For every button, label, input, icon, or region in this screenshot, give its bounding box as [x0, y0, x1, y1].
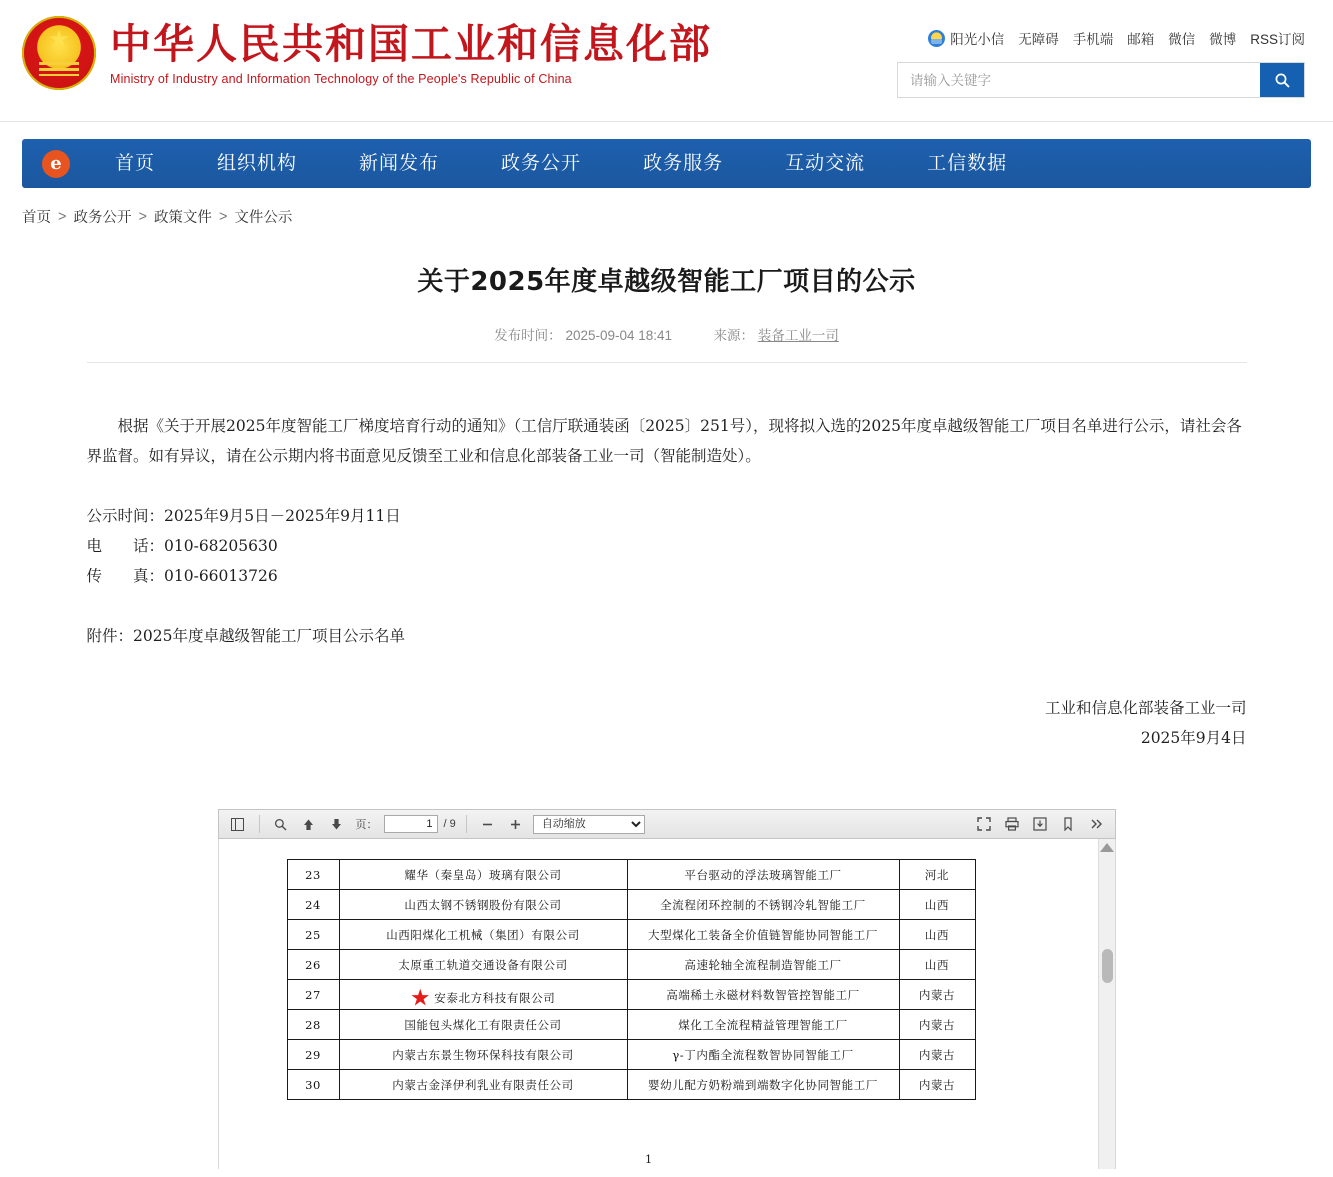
previous-page-icon[interactable]	[298, 813, 320, 835]
search-icon	[1274, 72, 1291, 89]
cell-project: 高端稀土永磁材料数智管控智能工厂	[627, 980, 899, 1010]
printer-icon[interactable]	[1001, 813, 1023, 835]
cell-location: 内蒙古	[899, 1070, 975, 1100]
download-icon[interactable]	[1029, 813, 1051, 835]
more-tools-icon[interactable]	[1085, 813, 1107, 835]
pdf-page-footer-number: 1	[644, 1152, 653, 1166]
cell-location: 山西	[899, 890, 975, 920]
contact-fax: 传 真：010-66013726	[86, 567, 278, 585]
find-search-icon[interactable]	[270, 813, 292, 835]
cell-number: 26	[287, 950, 339, 980]
table-row	[287, 1040, 975, 1070]
breadcrumb-item-home[interactable]: 首页	[22, 210, 51, 226]
pdf-page-stage[interactable]	[218, 839, 1116, 1169]
cell-project: 高速轮轴全流程制造智能工厂	[627, 950, 899, 980]
cell-number: 23	[287, 860, 339, 890]
signer-name: 工业和信息化部装备工业一司	[1044, 699, 1247, 717]
site-header	[0, 0, 1333, 122]
cell-company	[339, 980, 627, 1010]
utility-link-accessibility[interactable]: 无障碍	[1018, 32, 1059, 47]
breadcrumb-separator: >	[138, 208, 147, 225]
table-row	[287, 860, 975, 890]
article	[87, 227, 1247, 753]
contact-telephone: 电 话：010-68205630	[86, 537, 278, 555]
table-row	[287, 1070, 975, 1100]
search-bar	[897, 62, 1305, 98]
nav-item-organization[interactable]: 组织机构	[217, 153, 298, 174]
table-row	[287, 1010, 975, 1040]
sidebar-toggle-icon[interactable]	[227, 813, 249, 835]
article-notice-block	[87, 501, 1247, 591]
nav-item-interaction[interactable]: 互动交流	[785, 153, 866, 174]
notice-period: 公示时间：2025年9月5日－2025年9月11日	[86, 507, 401, 525]
fullscreen-icon[interactable]	[973, 813, 995, 835]
nav-item-services[interactable]: 政务服务	[643, 153, 724, 174]
search-input[interactable]	[898, 63, 1260, 97]
cell-number: 28	[287, 1010, 339, 1040]
page-total-label: / 9	[443, 818, 456, 830]
sunshine-icon	[928, 30, 945, 47]
bookmark-icon[interactable]	[1057, 813, 1079, 835]
cell-company: 山西阳煤化工机械（集团）有限公司	[339, 920, 627, 950]
cell-company: 山西太钢不锈钢股份有限公司	[339, 890, 627, 920]
cell-project: γ-丁内酯全流程数智协同智能工厂	[627, 1040, 899, 1070]
zoom-in-button[interactable]	[505, 813, 527, 835]
publish-time-value: 2025-09-04 18:41	[565, 328, 673, 343]
signer-date: 2025年9月4日	[1140, 729, 1247, 747]
utility-link-mobile[interactable]: 手机端	[1072, 32, 1114, 47]
nav-item-home[interactable]: 首页	[115, 153, 156, 174]
cell-company-label: 安泰北方科技有限公司	[434, 991, 556, 1005]
cell-location: 河北	[899, 860, 975, 890]
mii-logo-icon[interactable]	[28, 139, 84, 188]
page-title: 关于2025年度卓越级智能工厂项目的公示	[417, 267, 916, 297]
utility-link-mail[interactable]: 邮箱	[1127, 32, 1155, 47]
site-title-en: Ministry of Industry and Information Technology of the People's Republic of China	[110, 72, 572, 87]
pdf-document-table	[287, 859, 976, 1100]
nav-item-news[interactable]: 新闻发布	[359, 153, 440, 174]
cell-number: 24	[287, 890, 339, 920]
table-row	[287, 920, 975, 950]
cell-location: 内蒙古	[899, 1010, 975, 1040]
table-row	[287, 950, 975, 980]
source-value: 装备工业一司	[757, 328, 839, 343]
pdf-page-1	[219, 839, 1079, 1169]
cell-number: 29	[287, 1040, 339, 1070]
zoom-out-button[interactable]	[477, 813, 499, 835]
breadcrumb-separator: >	[218, 208, 228, 225]
article-paragraph-1: 根据《关于开展2025年度智能工厂梯度培育行动的通知》（工信厅联通装函〔2025〕251号），现将拟入选的2025年度卓越级智能工厂项目名单进行公示，请社会各界监督。如有异议，请在公示期内将书面意见反馈至工业和信息化部装备工业一司（智能制造处）。	[86, 417, 1242, 465]
cell-number: 25	[287, 920, 339, 950]
nav-item-data[interactable]: 工信数据	[927, 153, 1008, 174]
breadcrumb-item-document-notice[interactable]: 文件公示	[234, 210, 293, 226]
site-title-cn: 中华人民共和国工业和信息化部	[110, 19, 712, 68]
search-button[interactable]	[1260, 63, 1304, 97]
article-body	[87, 411, 1247, 753]
breadcrumb-separator: >	[58, 208, 67, 225]
cell-company: 国能包头煤化工有限责任公司	[339, 1010, 627, 1040]
next-page-icon[interactable]	[326, 813, 348, 835]
pdf-viewer	[218, 809, 1116, 1169]
cell-project: 煤化工全流程精益管理智能工厂	[627, 1010, 899, 1040]
scroll-up-arrow-icon[interactable]	[1100, 843, 1114, 852]
publish-time-label: 发布时间：	[494, 328, 562, 343]
cell-number: 27	[287, 980, 339, 1010]
cell-location: 内蒙古	[899, 1040, 975, 1070]
cell-company: 内蒙古金泽伊利乳业有限责任公司	[339, 1070, 627, 1100]
cell-project: 婴幼儿配方奶粉端到端数字化协同智能工厂	[627, 1070, 899, 1100]
table-row	[287, 890, 975, 920]
page-number-input[interactable]	[384, 815, 438, 833]
pdf-scrollbar[interactable]	[1098, 839, 1115, 1169]
utility-link-label[interactable]: 阳光小信	[950, 32, 1005, 47]
utility-link-weibo[interactable]: 微博	[1209, 32, 1237, 47]
breadcrumb-item-government-affairs[interactable]: 政务公开	[73, 210, 132, 226]
site-brand[interactable]	[22, 16, 712, 90]
page-label: 页：	[355, 819, 378, 831]
source-label: 来源：	[713, 328, 755, 343]
utility-links	[928, 28, 1305, 48]
scrollbar-thumb[interactable]	[1102, 949, 1113, 983]
cell-project: 全流程闭环控制的不锈钢冷轧智能工厂	[627, 890, 899, 920]
cell-project: 平台驱动的浮法玻璃智能工厂	[627, 860, 899, 890]
table-row	[287, 980, 975, 1010]
cell-number: 30	[287, 1070, 339, 1100]
main-nav	[22, 139, 1311, 188]
nav-item-government-affairs[interactable]: 政务公开	[501, 153, 582, 174]
utility-link-rss[interactable]: RSS订阅	[1250, 32, 1305, 47]
breadcrumb-item-policy-documents[interactable]: 政策文件	[153, 210, 212, 226]
article-signature	[87, 693, 1247, 753]
utility-link-wechat[interactable]: 微信	[1168, 32, 1196, 47]
national-emblem-icon	[22, 16, 96, 90]
cell-company: 内蒙古东景生物环保科技有限公司	[339, 1040, 627, 1070]
article-meta	[87, 324, 1247, 363]
utility-link-sunshine[interactable]	[928, 28, 1004, 48]
pdf-toolbar	[218, 809, 1116, 839]
zoom-level-select[interactable]	[533, 815, 645, 834]
cell-location: 山西	[899, 950, 975, 980]
article-attachment[interactable]: 附件：2025年度卓越级智能工厂项目公示名单	[86, 627, 405, 645]
star-marker-icon: ★	[410, 987, 431, 1009]
breadcrumb	[22, 206, 1311, 227]
cell-company: 太原重工轨道交通设备有限公司	[339, 950, 627, 980]
cell-location: 山西	[899, 920, 975, 950]
cell-location: 内蒙古	[899, 980, 975, 1010]
cell-company: 耀华（秦皇岛）玻璃有限公司	[339, 860, 627, 890]
cell-project: 大型煤化工装备全价值链智能协同智能工厂	[627, 920, 899, 950]
